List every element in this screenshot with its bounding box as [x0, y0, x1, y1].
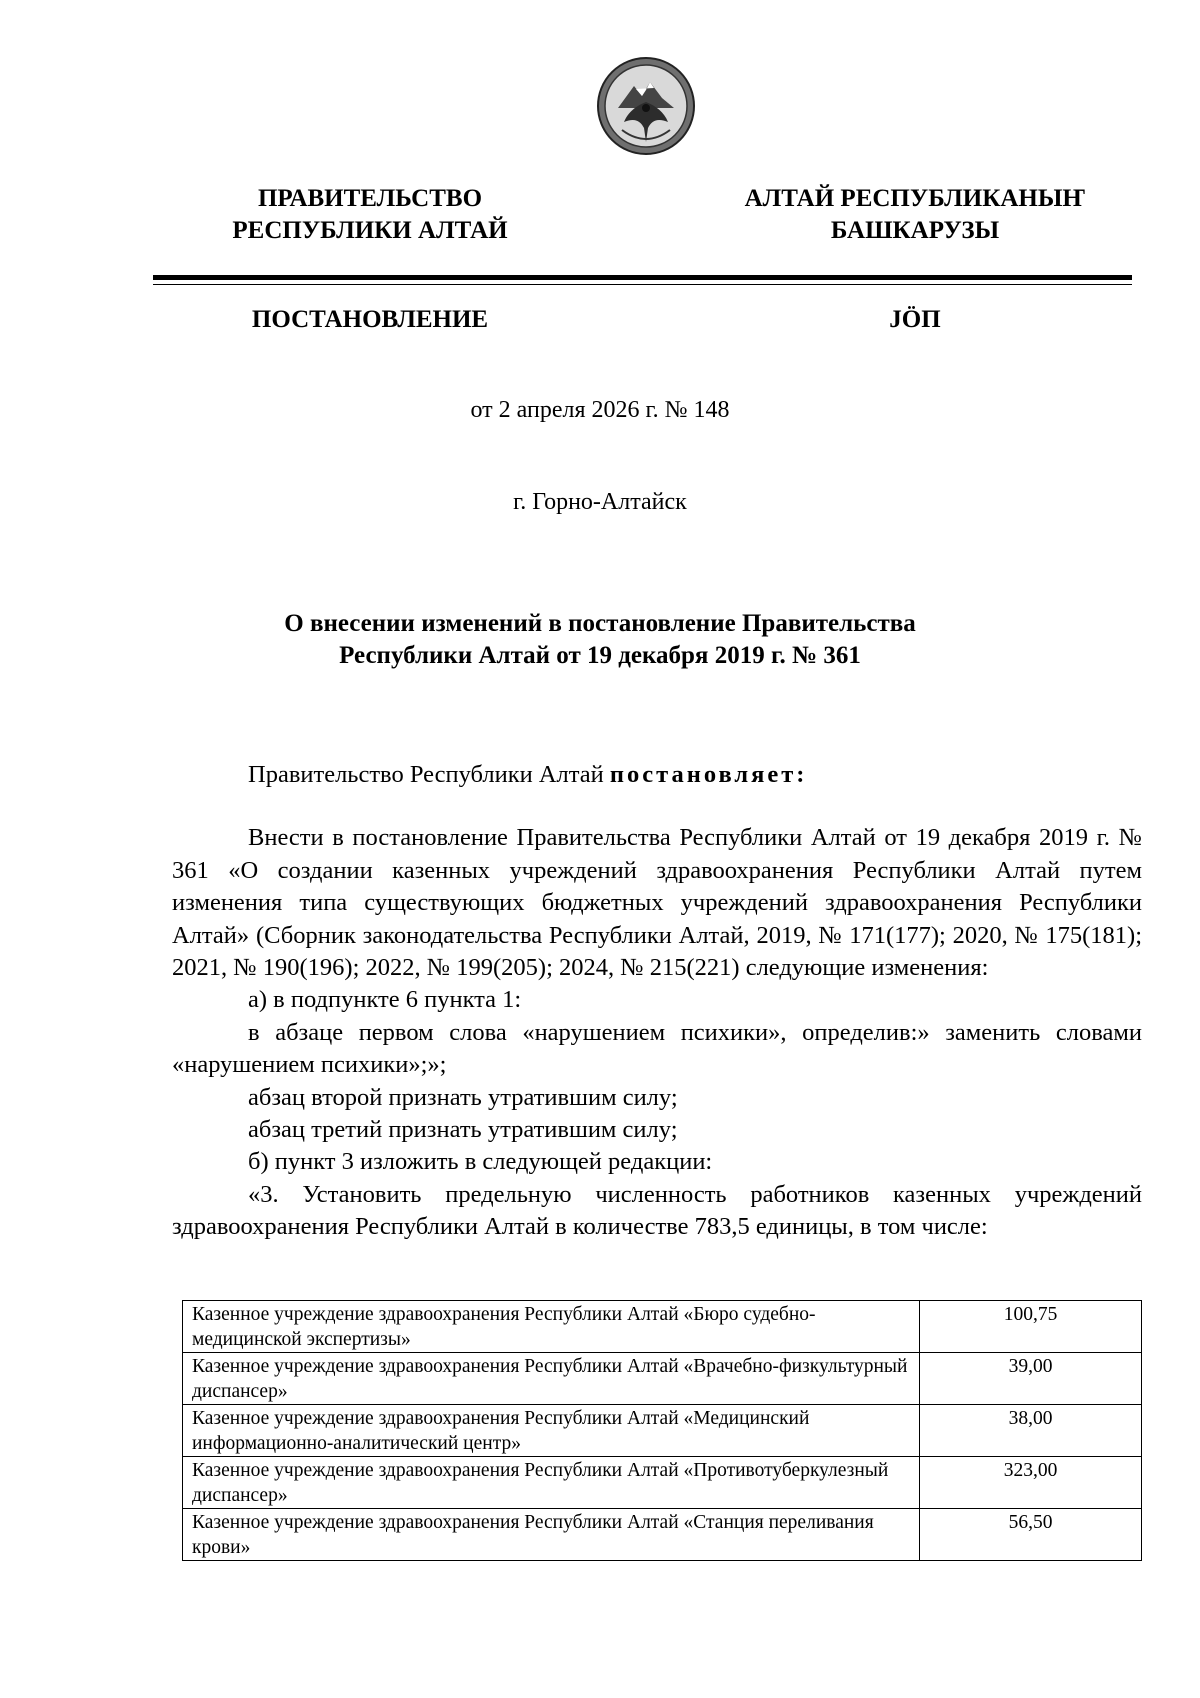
institution-name: Казенное учреждение здравоохранения Республики Алтай «Противотуберкулезный диспансер» — [183, 1457, 920, 1509]
resolves-word: постановляет: — [609, 761, 808, 788]
institution-name: Казенное учреждение здравоохранения Республики Алтай «Бюро судебно-медицинской экспертизы» — [183, 1301, 920, 1353]
title-line2: Республики Алтай от 19 декабря 2019 г. № 361 — [339, 642, 861, 669]
institution-name: Казенное учреждение здравоохранения Республики Алтай «Медицинский информационно-аналитический центр» — [183, 1405, 920, 1457]
coat-of-arms-emblem — [596, 56, 696, 156]
header-left-line2: РЕСПУБЛИКИ АЛТАЙ — [232, 217, 508, 244]
table-row — [183, 1301, 1142, 1353]
item-b: б) пункт 3 изложить в следующей редакции: — [248, 1148, 713, 1176]
header-divider-thin — [153, 284, 1132, 285]
item-b-text: «3. Установить предельную численность работников казенных учреждений здравоохранения Республики Алтай в количестве 783,5 единицы, в том числе: — [172, 1180, 1142, 1241]
amendment-paragraph: Внести в постановление Правительства Республики Алтай от 19 декабря 2019 г. № 361 «О создании казенных учреждений здравоохранения Республики Алтай путем изменения типа существующих бюджетных учреждений здравоохранения Республики Алтай» (Сборник законодательства Республики Алтай, 2019, № 171(177); 2020, № 175(181); 2021, № 190(196); 2022, № 199(205); 2024, № 215(221) следующие изменения: — [172, 824, 1142, 982]
header-divider-thick — [153, 275, 1132, 280]
table-row — [183, 1509, 1142, 1561]
item-a-third-paragraph: абзац третий признать утратившим силу; — [248, 1116, 678, 1144]
institution-name: Казенное учреждение здравоохранения Республики Алтай «Станция переливания крови» — [183, 1509, 920, 1561]
document-title — [0, 608, 1200, 672]
staff-count: 38,00 — [920, 1405, 1142, 1457]
staff-limits-table — [182, 1300, 1142, 1561]
resolves-paragraph — [172, 759, 1142, 791]
staff-count: 323,00 — [920, 1457, 1142, 1509]
staff-count: 56,50 — [920, 1509, 1142, 1561]
document-city: г. Горно-Алтайск — [513, 489, 687, 515]
header-left-line1: ПРАВИТЕЛЬСТВО — [257, 185, 483, 212]
table-row — [183, 1405, 1142, 1457]
title-line1: О внесении изменений в постановление Правительства — [284, 610, 916, 637]
government-name-altai — [705, 183, 1125, 247]
table-row — [183, 1457, 1142, 1509]
document-body — [172, 759, 1142, 1244]
document-date-number: от 2 апреля 2026 г. № 148 — [470, 397, 730, 423]
doctype-altai: JӦП — [889, 306, 941, 333]
resolves-prefix: Правительство Республики Алтай — [248, 761, 610, 788]
doctype-russian: ПОСТАНОВЛЕНИЕ — [251, 306, 489, 333]
staff-count: 100,75 — [920, 1301, 1142, 1353]
header-right-line2: БАШКАРУЗЫ — [830, 217, 1000, 244]
item-a-first-paragraph: в абзаце первом слова «нарушением психики», определив:» заменить словами «нарушением психики»;»; — [172, 1018, 1142, 1079]
item-a-second-paragraph: абзац второй признать утратившим силу; — [248, 1083, 678, 1111]
staff-count: 39,00 — [920, 1353, 1142, 1405]
table-row — [183, 1353, 1142, 1405]
header-right-line1: АЛТАЙ РЕСПУБЛИКАНЫҤ — [744, 185, 1086, 212]
government-name-russian — [160, 183, 580, 247]
item-a: а) в подпункте 6 пункта 1: — [248, 986, 522, 1014]
institution-name: Казенное учреждение здравоохранения Республики Алтай «Врачебно-физкультурный диспансер» — [183, 1353, 920, 1405]
